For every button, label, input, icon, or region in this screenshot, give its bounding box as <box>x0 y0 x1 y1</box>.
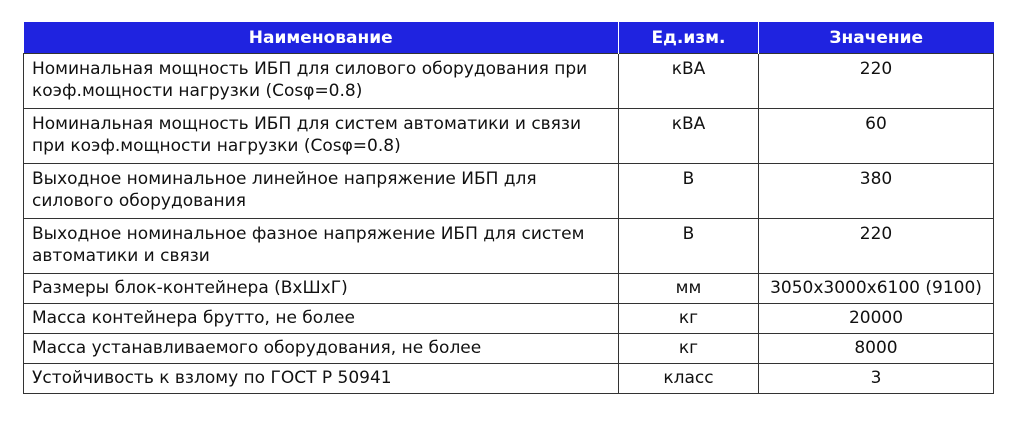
specifications-table <box>23 22 994 394</box>
table-row <box>24 304 994 334</box>
row-unit: кг <box>619 304 759 334</box>
table-header <box>24 22 994 54</box>
row-value: 60 <box>759 109 994 164</box>
header-unit: Ед.изм. <box>619 22 759 54</box>
row-name: Выходное номинальное линейное напряжение ИБП для силового оборудования <box>24 164 619 219</box>
table-row <box>24 219 994 274</box>
row-unit: кВА <box>619 109 759 164</box>
table-row <box>24 54 994 109</box>
row-unit: кг <box>619 334 759 364</box>
table-row <box>24 164 994 219</box>
row-value: 20000 <box>759 304 994 334</box>
row-unit: В <box>619 219 759 274</box>
row-value: 380 <box>759 164 994 219</box>
header-name: Наименование <box>24 22 619 54</box>
table-row <box>24 109 994 164</box>
row-unit: В <box>619 164 759 219</box>
header-value: Значение <box>759 22 994 54</box>
row-name: Устойчивость к взлому по ГОСТ Р 50941 <box>24 364 619 394</box>
row-value: 220 <box>759 219 994 274</box>
table-row <box>24 334 994 364</box>
row-unit: мм <box>619 274 759 304</box>
table-row <box>24 274 994 304</box>
row-name: Номинальная мощность ИБП для силового оборудования при коэф.мощности нагрузки (Cosφ=0.8) <box>24 54 619 109</box>
row-name: Номинальная мощность ИБП для систем автоматики и связи при коэф.мощности нагрузки (Cosφ=0.8) <box>24 109 619 164</box>
header-row <box>24 22 994 54</box>
row-unit: кВА <box>619 54 759 109</box>
row-value: 3 <box>759 364 994 394</box>
row-value: 220 <box>759 54 994 109</box>
row-name: Размеры блок-контейнера (ВхШхГ) <box>24 274 619 304</box>
row-value: 8000 <box>759 334 994 364</box>
table-body <box>24 54 994 394</box>
table-row <box>24 364 994 394</box>
row-name: Выходное номинальное фазное напряжение ИБП для систем автоматики и связи <box>24 219 619 274</box>
row-name: Масса устанавливаемого оборудования, не более <box>24 334 619 364</box>
row-name: Масса контейнера брутто, не более <box>24 304 619 334</box>
row-unit: класс <box>619 364 759 394</box>
row-value: 3050x3000x6100 (9100) <box>759 274 994 304</box>
